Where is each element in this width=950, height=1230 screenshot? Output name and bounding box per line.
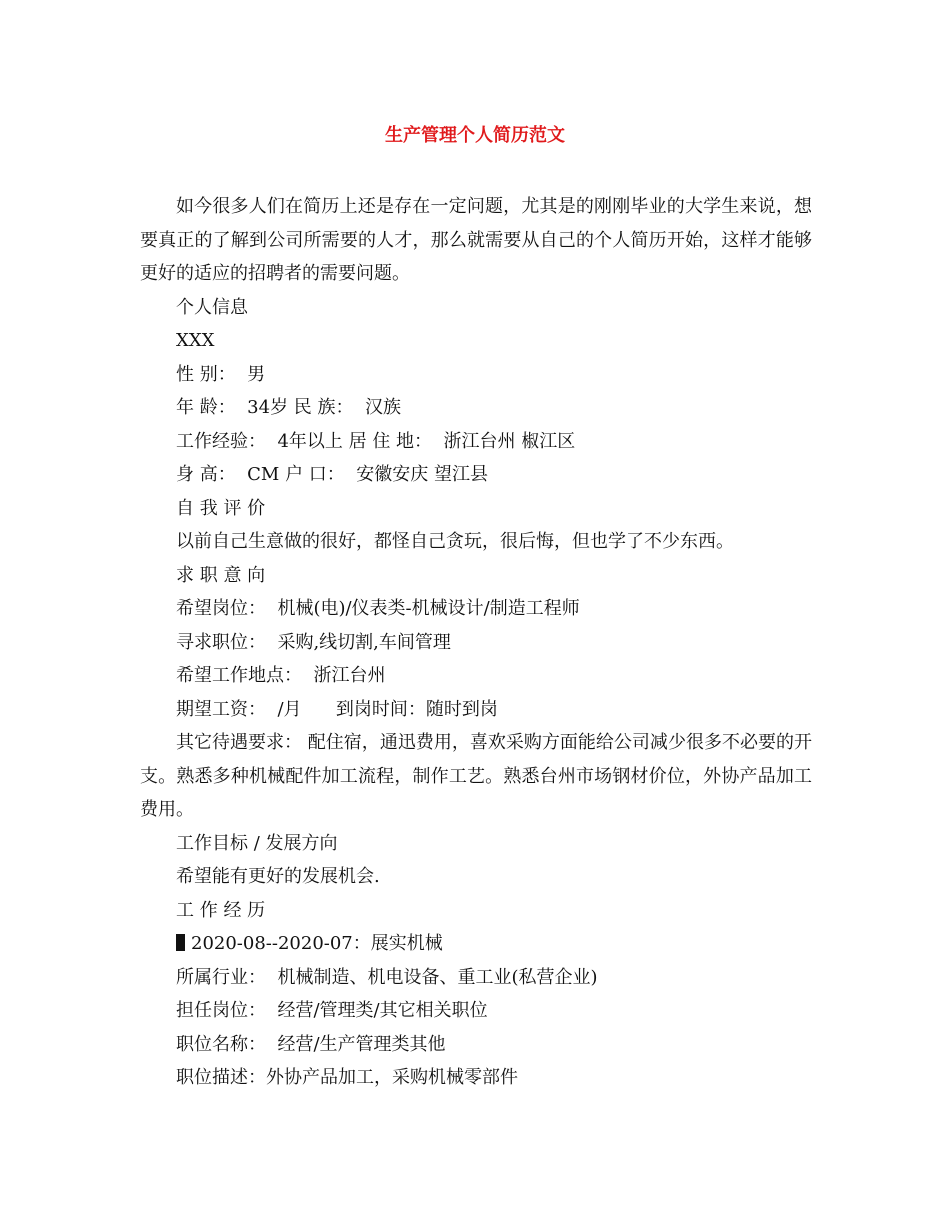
goal-heading: 工作目标 / 发展方向 (176, 832, 338, 854)
position-line: 担任岗位： 经营/管理类/其它相关职位 (176, 1000, 488, 1021)
job-desc-line: 职位描述：外协产品加工，采购机械零部件 (176, 1067, 518, 1088)
height-hukou-line: 身 高： CM 户 口： 安徽安庆 望江县 (176, 464, 488, 485)
work-history-heading: 工 作 经 历 (176, 899, 266, 921)
age-ethnicity-line: 年 龄： 34岁 民 族： 汉族 (176, 397, 401, 418)
goal-text: 希望能有更好的发展机会. (176, 866, 380, 887)
name-line: XXX (176, 330, 215, 351)
desired-location-line: 希望工作地点： 浙江台州 (176, 665, 386, 686)
bullet-icon (176, 934, 185, 951)
gender-line: 性 别： 男 (176, 363, 266, 385)
experience-residence-line: 工作经验： 4年以上 居 住 地： 浙江台州 椒江区 (176, 430, 576, 452)
job-intent-heading: 求 职 意 向 (176, 564, 266, 586)
personal-info-heading: 个人信息 (176, 296, 248, 318)
work-entry-title-line (140, 927, 812, 961)
job-title-line: 职位名称： 经营/生产管理类其他 (176, 1033, 446, 1055)
desired-position-line: 希望岗位： 机械(电)/仪表类-机械设计/制造工程师 (176, 598, 580, 619)
document-body (140, 190, 812, 1095)
self-eval-heading: 自 我 评 价 (176, 497, 266, 519)
work-entry-title: 2020-08--2020-07：展实机械 (191, 933, 443, 954)
document-title: 生产管理个人简历范文 (385, 125, 565, 146)
self-eval-text: 以前自己生意做的很好，都怪自己贪玩，很后悔，但也学了不少东西。 (176, 531, 734, 552)
intro-paragraph: 如今很多人们在简历上还是存在一定问题，尤其是的刚刚毕业的大学生来说，想要真正的了解到公司所需要的人才，那么就需要从自己的个人简历开始，这样才能够更好的适应的招聘者的需要问题。 (140, 196, 812, 284)
other-requirements-paragraph: 其它待遇要求： 配住宿，通迅费用，喜欢采购方面能给公司减少很多不必要的开支。熟悉多种机械配件加工流程，制作工艺。熟悉台州市场钢材价位，外协产品加工费用。 (140, 732, 812, 820)
industry-line: 所属行业： 机械制造、机电设备、重工业(私营企业) (176, 966, 598, 988)
salary-arrival-line: 期望工资： /月 到岗时间：随时到岗 (176, 698, 498, 720)
seeking-position-line: 寻求职位： 采购,线切割,车间管理 (176, 631, 451, 653)
